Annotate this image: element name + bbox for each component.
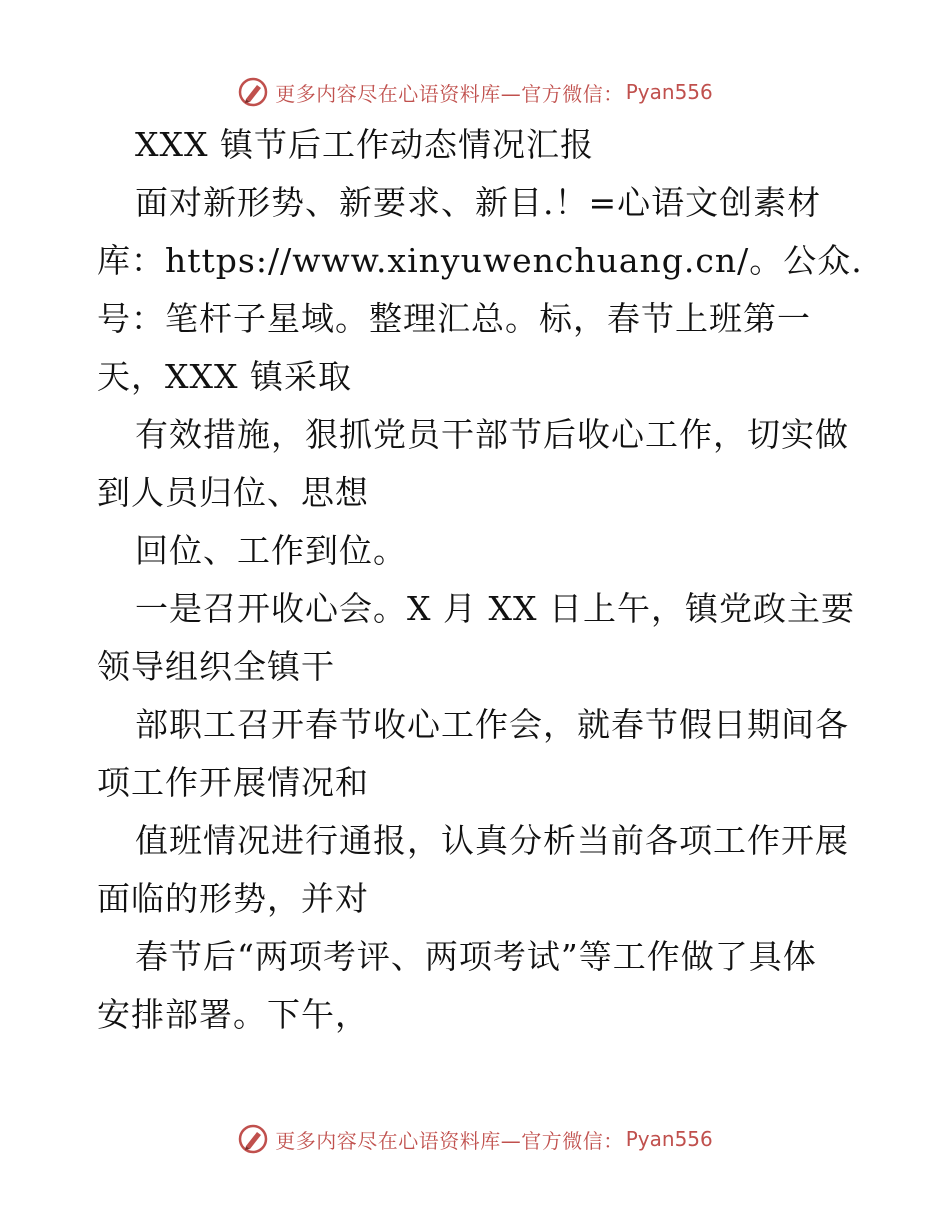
text-line: 值班情况进行通报，认真分析当前各项工作开展 (135, 821, 849, 860)
watermark-text: 更多内容尽在心语资料库—官方微信： (275, 1128, 624, 1153)
text-line: 天，XXX 镇采取 (97, 357, 352, 396)
header-watermark (0, 72, 950, 112)
text-line: 一是召开收心会。X 月 XX 日上午，镇党政主要 (135, 589, 855, 628)
watermark-wechat-id: Pyan556 (625, 1127, 713, 1151)
text-line: 安排部署。下午， (97, 995, 369, 1034)
text-line: 部职工召开春节收心工作会，就春节假日期间各 (135, 705, 849, 744)
watermark-wechat-id: Pyan556 (625, 80, 713, 104)
text-line: 面对新形势、新要求、新目.！=心语文创素材 (135, 183, 822, 222)
footer-watermark (0, 1119, 950, 1159)
text-line: 面临的形势，并对 (97, 879, 369, 918)
text-line: 领导组织全镇干 (97, 647, 335, 686)
text-line: 回位、工作到位。 (135, 531, 407, 570)
text-line: 有效措施，狠抓党员干部节后收心工作，切实做 (135, 415, 849, 454)
pen-logo-icon (237, 1123, 269, 1155)
document-body (97, 116, 887, 1044)
text-line: 号：笔杆子星域。整理汇总。标，春节上班第一 (97, 299, 811, 338)
text-line: 项工作开展情况和 (97, 763, 369, 802)
text-line: 春节后“两项考评、两项考试”等工作做了具体 (135, 937, 817, 976)
pen-logo-icon (237, 76, 269, 108)
text-line: 到人员归位、思想 (97, 473, 369, 512)
watermark-text: 更多内容尽在心语资料库—官方微信： (275, 81, 624, 106)
text-line: XXX 镇节后工作动态情况汇报 (135, 125, 594, 164)
text-line: 库：https://www.xinyuwenchuang.cn/。公众. (97, 241, 863, 280)
